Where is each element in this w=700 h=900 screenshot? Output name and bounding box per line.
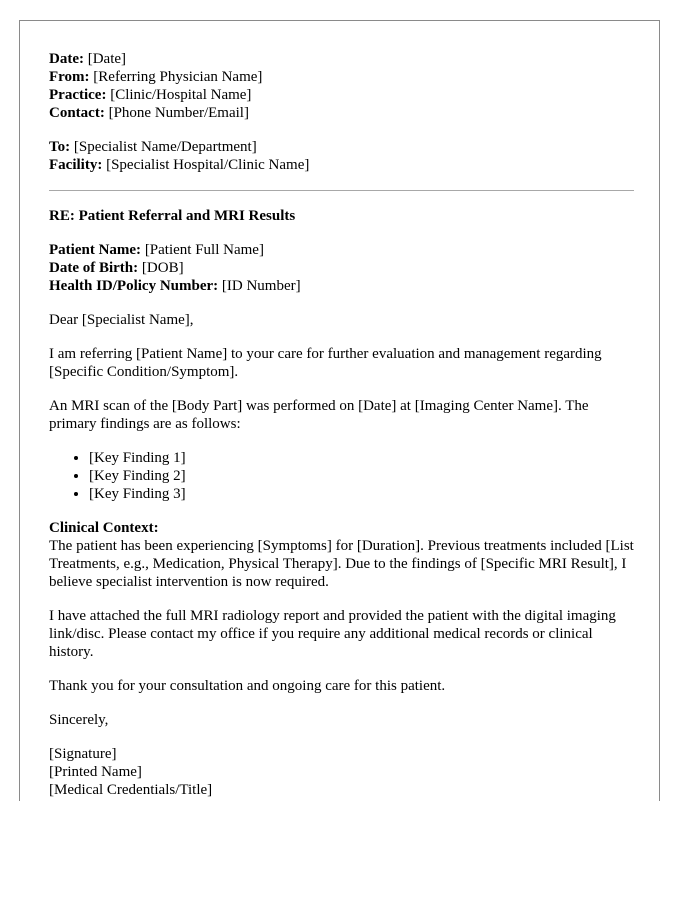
facility-line — [49, 156, 634, 174]
intro-paragraph: I am referring [Patient Name] to your care for further evaluation and management regarding [Specific Condition/Symptom]. — [49, 346, 602, 380]
practice-line — [49, 86, 634, 104]
from-line — [49, 68, 634, 86]
sender-block — [49, 50, 634, 122]
facility-value: [Specialist Hospital/Clinic Name] — [106, 157, 310, 173]
sign-off: Sincerely, — [49, 712, 109, 728]
signature-block — [49, 745, 634, 799]
date-line — [49, 50, 634, 68]
practice-value: [Clinic/Hospital Name] — [110, 87, 252, 103]
clinical-context-block — [49, 519, 634, 591]
mri-intro-paragraph: An MRI scan of the [Body Part] was performed on [Date] at [Imaging Center Name]. The primary findings are as follows: — [49, 398, 589, 432]
date-value: [Date] — [87, 51, 127, 67]
from-label: From: — [49, 69, 90, 85]
letter-page — [19, 20, 660, 801]
list-item: • [Key Finding 1] — [89, 449, 634, 467]
practice-label: Practice: — [49, 87, 107, 103]
signature: [Signature] — [49, 746, 117, 762]
attachment-paragraph: I have attached the full MRI radiology report and provided the patient with the digital imaging link/disc. Please contact my office if you require any additional medical records or clinical history. — [49, 608, 616, 660]
clinical-context-label: Clinical Context: — [49, 520, 159, 536]
thanks-paragraph: Thank you for your consultation and ongoing care for this patient. — [49, 678, 446, 694]
health-id-label: Health ID/Policy Number: — [49, 278, 219, 294]
contact-value: [Phone Number/Email] — [108, 105, 249, 121]
medical-credentials: [Medical Credentials/Title] — [49, 782, 213, 798]
clinical-context-text: The patient has been experiencing [Symptoms] for [Duration]. Previous treatments included [List Treatments, e.g., Medication, Physical Therapy]. Due to the findings of [Specific MRI Result], I believe specialist intervention is now required. — [49, 538, 634, 590]
from-value: [Referring Physician Name] — [93, 69, 263, 85]
subject-line: RE: Patient Referral and MRI Results — [49, 208, 296, 224]
findings-list — [49, 449, 634, 503]
patient-name-value: [Patient Full Name] — [144, 242, 264, 258]
to-value: [Specialist Name/Department] — [73, 139, 257, 155]
contact-line — [49, 104, 634, 122]
patient-name-label: Patient Name: — [49, 242, 142, 258]
health-id-value: [ID Number] — [221, 278, 301, 294]
facility-label: Facility: — [49, 157, 103, 173]
salutation: Dear [Specialist Name], — [49, 312, 194, 328]
to-label: To: — [49, 139, 71, 155]
date-label: Date: — [49, 51, 84, 67]
patient-name-line — [49, 241, 634, 259]
list-item: • [Key Finding 2] — [89, 467, 634, 485]
health-id-line — [49, 277, 634, 295]
dob-value: [DOB] — [141, 260, 184, 276]
list-item: • [Key Finding 3] — [89, 485, 634, 503]
header-divider — [49, 190, 634, 191]
printed-name: [Printed Name] — [49, 764, 142, 780]
to-line — [49, 138, 634, 156]
letter-content — [49, 50, 634, 799]
dob-label: Date of Birth: — [49, 260, 139, 276]
dob-line — [49, 259, 634, 277]
contact-label: Contact: — [49, 105, 105, 121]
patient-block — [49, 241, 634, 295]
recipient-block — [49, 138, 634, 174]
